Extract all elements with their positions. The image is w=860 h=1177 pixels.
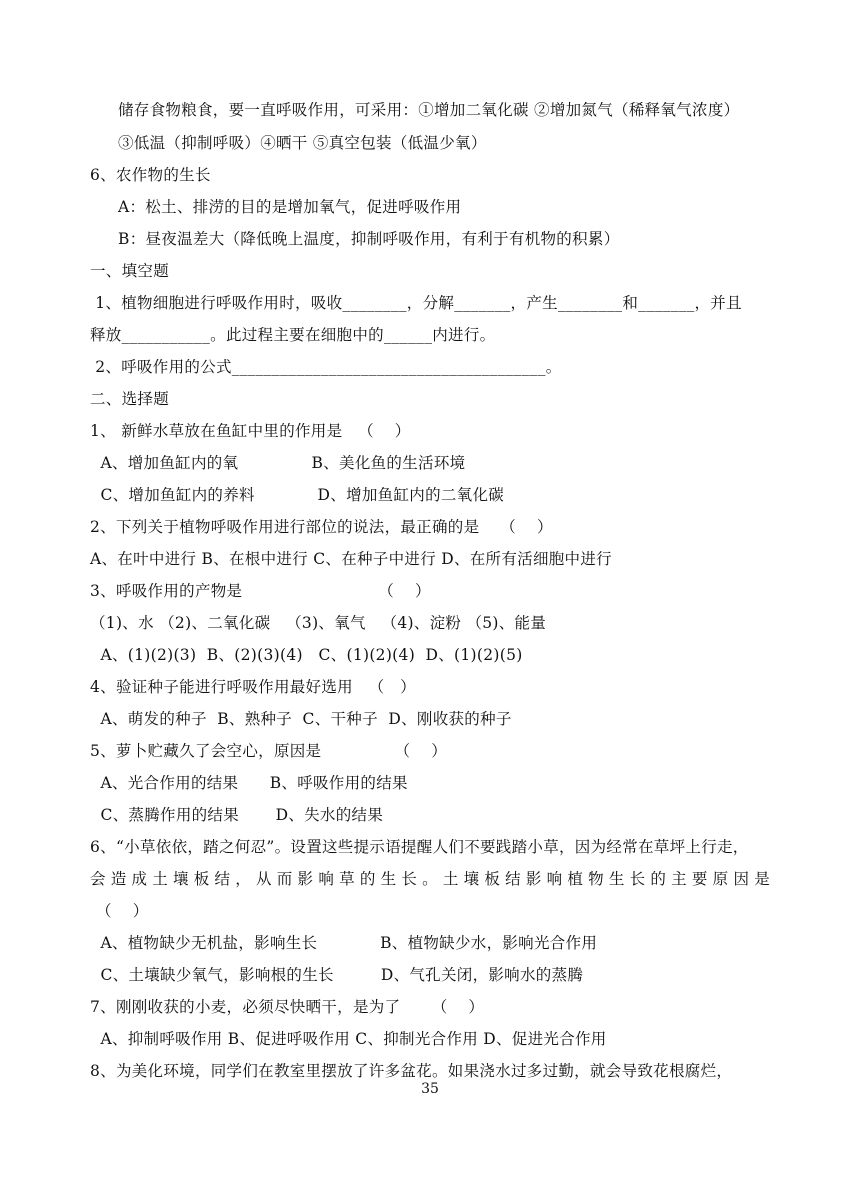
choice-q3-items: （1)、水 （2)、二氧化碳 （3)、氧气 （4)、淀粉 （5)、能量 — [90, 614, 547, 632]
choice-q6-line-2: 会造成土壤板结，从而影响草的生长。土壤板结影响植物生长的主要原因是 — [90, 870, 770, 888]
choice-q6-line-3: （ ） — [96, 902, 149, 920]
choice-q7-options: A、抑制呼吸作用 B、促进呼吸作用 C、抑制光合作用 D、促进光合作用 — [90, 1030, 607, 1048]
fill-blank-q1-line-2: 释放___________。此过程主要在细胞中的______内进行。 — [90, 326, 496, 344]
storage-methods-line-1: 储存食物粮食，要一直呼吸作用，可采用：①增加二氧化碳 ②增加氮气（稀释氧气浓度） — [118, 101, 740, 119]
choice-q6-options-2: C、土壤缺少氧气，影响根的生长 D、气孔关闭，影响水的蒸腾 — [90, 966, 584, 984]
point-a-text: A：松土、排涝的目的是增加氧气，促进呼吸作用 — [118, 198, 462, 216]
fill-blank-q1-line-1: 1、植物细胞进行呼吸作用时，吸收________，分解_______，产生________和_______，并且 — [90, 294, 742, 312]
choice-q5-options-2: C、蒸腾作用的结果 D、失水的结果 — [90, 806, 384, 824]
choice-q1-options-1: A、增加鱼缸内的氧 B、美化鱼的生活环境 — [90, 454, 466, 472]
choice-q6-line-1: 6、“小草依依，踏之何忍”。设置这些提示语提醒人们不要践踏小草，因为经常在草坪上行走， — [90, 838, 749, 856]
choice-q5: 5、萝卜贮藏久了会空心，原因是 （ ） — [90, 742, 448, 760]
choice-q7: 7、刚刚收获的小麦，必须尽快晒干，是为了 （ ） — [90, 998, 485, 1016]
choice-q6-options-1: A、植物缺少无机盐，影响生长 B、植物缺少水，影响光合作用 — [90, 934, 598, 952]
choice-q8: 8、为美化环境，同学们在教室里摆放了许多盆花。如果浇水过多过勤，就会导致花根腐烂， — [90, 1062, 733, 1080]
fill-blank-heading: 一、填空题 — [90, 262, 170, 280]
section-heading-crop-growth: 6、农作物的生长 — [90, 166, 211, 184]
choice-q3: 3、呼吸作用的产物是 （ ） — [90, 582, 431, 600]
choice-q1-options-2: C、增加鱼缸内的养料 D、增加鱼缸内的二氧化碳 — [90, 486, 505, 504]
choice-heading: 二、选择题 — [90, 390, 170, 408]
point-b-text: B：昼夜温差大（降低晚上温度，抑制呼吸作用，有利于有机物的积累） — [118, 230, 620, 248]
choice-q1: 1、 新鲜水草放在鱼缸中里的作用是 （ ） — [90, 422, 411, 440]
fill-blank-q2: 2、呼吸作用的公式_______________________________________。 — [90, 358, 562, 376]
choice-q5-options-1: A、光合作用的结果 B、呼吸作用的结果 — [90, 774, 408, 792]
choice-q2: 2、下列关于植物呼吸作用进行部位的说法，最正确的是 （ ） — [90, 518, 553, 536]
choice-q4-options: A、萌发的种子 B、熟种子 C、干种子 D、刚收获的种子 — [90, 710, 512, 728]
choice-q3-options: A、(1)(2)(3) B、(2)(3)(4) C、(1)(2)(4) D、(1)(2)(5) — [90, 646, 523, 664]
choice-q4: 4、验证种子能进行呼吸作用最好选用 （ ） — [90, 678, 416, 696]
choice-q2-options: A、在叶中进行 B、在根中进行 C、在种子中进行 D、在所有活细胞中进行 — [90, 550, 612, 568]
storage-methods-line-2: ③低温（抑制呼吸）④晒干 ⑤真空包装（低温少氧） — [118, 134, 487, 152]
page-number: 35 — [421, 1081, 439, 1097]
